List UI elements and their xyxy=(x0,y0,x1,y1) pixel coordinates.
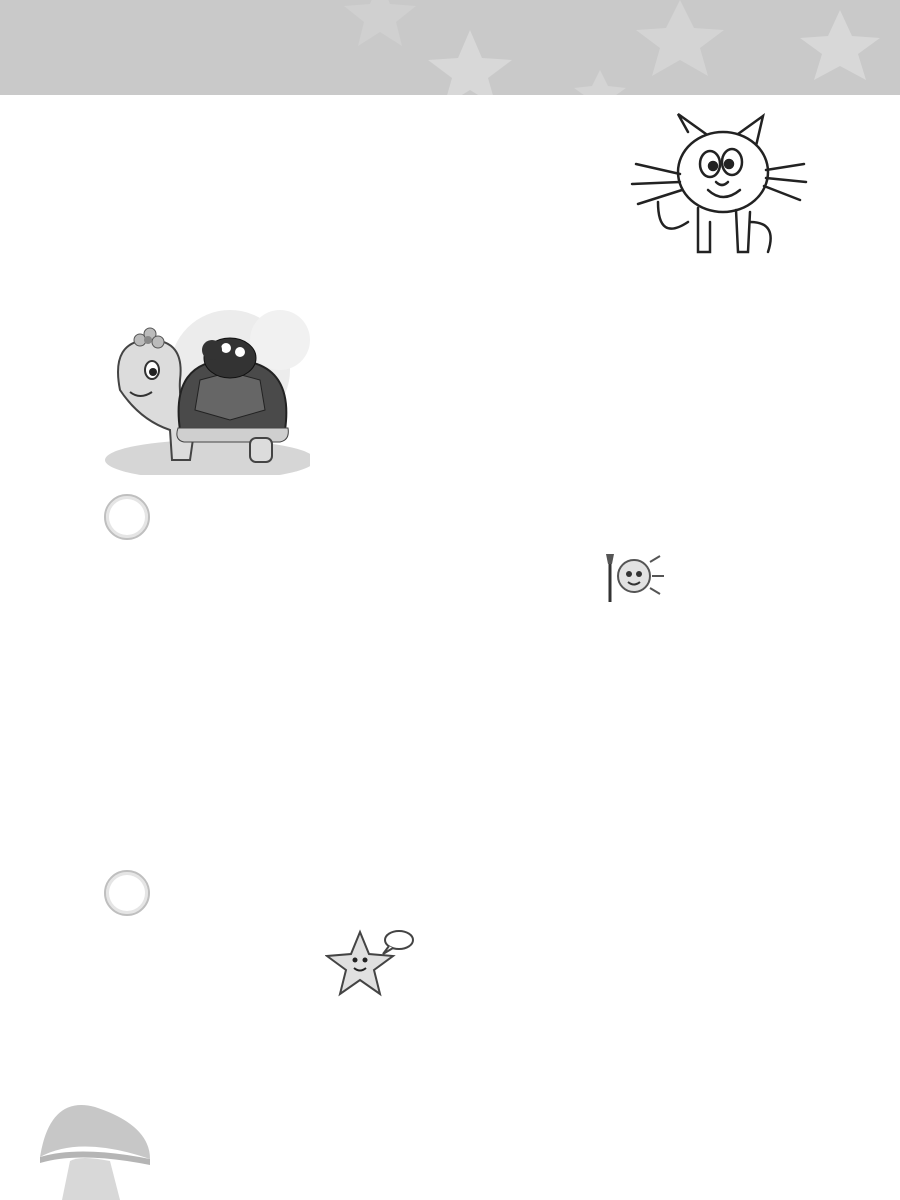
star-background-decoration xyxy=(0,0,900,95)
task-number-badge xyxy=(104,870,150,916)
task-number-badge xyxy=(104,494,150,540)
mushroom-page-badge-icon xyxy=(0,1085,160,1200)
cat-illustration xyxy=(628,112,808,262)
star-character-icon xyxy=(325,928,415,998)
globe-with-brush-icon xyxy=(600,550,670,606)
tortoise-illustration xyxy=(100,300,310,475)
header-banner xyxy=(0,0,900,95)
